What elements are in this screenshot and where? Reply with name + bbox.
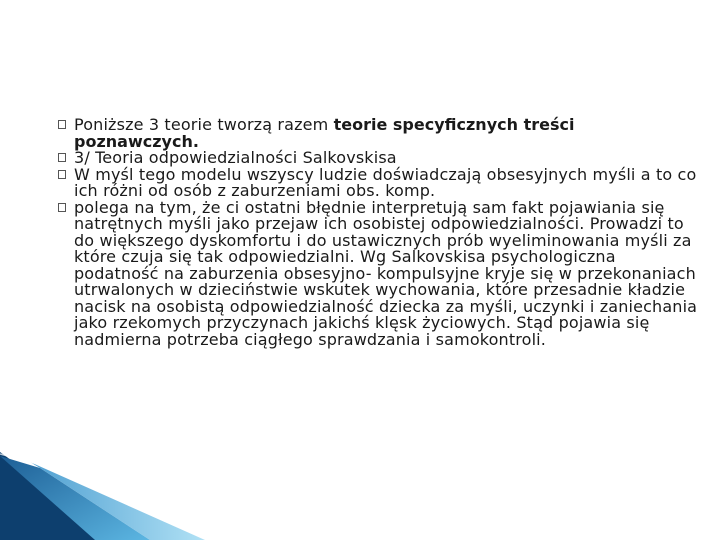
bullet-text: W myśl tego modelu wszyscy ludzie doświadczają obsesyjnych myśli a to co ich różni od osób z zaburzeniami obs. komp. — [74, 164, 697, 200]
bullet-icon — [58, 153, 66, 162]
bullet-text: polega na tym, że ci ostatni błędnie interpretują sam fakt pojawiania się natrętnych myśli jako przejaw ich osobistej odpowiedzialności. Prowadzi to do większego dyskomfortu i do ustawicznych prób wyeliminowania myśli za które czuja się tak odpowiedzialni. Wg Salkovskisa psychologiczna podatność na zaburzenia obsesyjno- kompulsyjne kryje się w przekonaniach utrwalonych w dzieciństwie wskutek wychowania, które przesadnie kładzie nacisk na osobistą odpowiedzialność dziecka za myśli, uczynki i zaniechania jako rzekomych przyczynach jakichś klęsk życiowych. Stąd pojawia się nadmierna potrzeba ciągłego sprawdzania i samokontroli. — [74, 197, 698, 349]
bullet-text-bold: teorie specyficznych treści poznawczych. — [74, 115, 575, 151]
bullet-text: Poniższe 3 teorie tworzą razem — [74, 115, 334, 134]
bullet-icon — [58, 120, 66, 129]
bullet-icon — [58, 170, 66, 179]
bullet-text: 3/ Teoria odpowiedzialności Salkovskisa — [74, 148, 397, 167]
bullet-item — [58, 197, 698, 349]
bullet-list — [58, 117, 698, 348]
bullet-icon — [58, 203, 66, 212]
bullet-item — [58, 117, 698, 150]
bullet-item — [58, 164, 698, 200]
